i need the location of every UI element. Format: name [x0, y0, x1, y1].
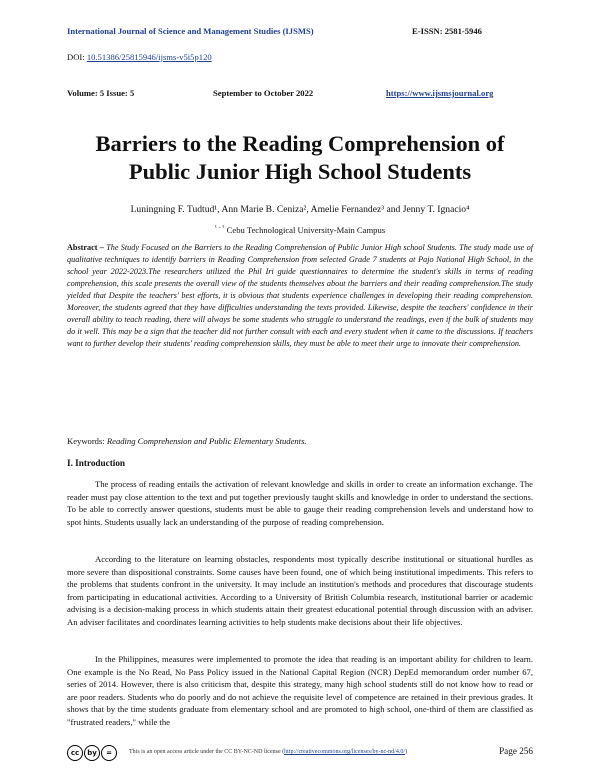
journal-name: International Journal of Science and Management Studies (IJSMS)	[67, 26, 314, 36]
affiliation	[40, 224, 560, 235]
by-icon: by	[84, 745, 100, 761]
paper-title	[40, 130, 560, 186]
doi-label: DOI:	[67, 52, 87, 62]
section-heading: I. Introduction	[67, 458, 126, 468]
volume-issue: Volume: 5 Issue: 5	[67, 88, 135, 98]
publication-period: September to October 2022	[213, 88, 314, 98]
page-footer	[67, 745, 533, 767]
license-link[interactable]: http://creativecommons.org/licenses/by-nc-nd/4.0/	[284, 749, 405, 755]
body-paragraph-3: In the Philippines, measures were implemented to promote the idea that reading is an important ability for children to learn. One example is the No Read, No Pass Policy issued in the National Capital Region (NCR) DepEd memorandum order number 67, series of 2014. However, there is also criticism that, despite this strategy, many high school students still do not know how to read or are poor readers. Students who do poorly and do not achieve the requisite level of competence are retained in their previous grades. It shows that by the time students graduate from elementary school and are promoted to high school, one-third of them are classified as "frustrated readers," while the	[67, 654, 533, 727]
cc-icon: cc	[67, 745, 83, 761]
nd-equals-icon: =	[101, 745, 117, 761]
abstract-label: Abstract –	[67, 243, 104, 252]
body-paragraph-2: According to the literature on learning obstacles, respondents most typically describe institutional or situational hurdles as more severe than dispositional constraints. Some causes have been found, one of which being institutional impediments. This refers to the problems that students confront in the university. It may include an institution's methods and procedures that discourage students from participating in educational activities. According to a University of British Columbia research, institutional barrier or academic advising is a decision-making process in which students attain their greatest educational potential through discussion with an adviser. An adviser facilitates and coordinates learning activities to help students make decisions about their life objectives.	[67, 554, 533, 627]
license-notice	[129, 749, 407, 755]
title-line-1: Barriers to the Reading Comprehension of	[95, 131, 505, 156]
license-text: This is an open access article under the CC BY-NC-ND license (	[129, 749, 285, 755]
keywords-label: Keywords:	[67, 436, 107, 446]
author-list: Luningning F. Tudtud¹, Ann Marie B. Ceniza², Amelie Fernandez³ and Jenny T. Ignacio⁴	[130, 204, 470, 215]
journal-url-link[interactable]: https://www.ijsmsjournal.org	[386, 88, 494, 98]
keywords	[67, 436, 307, 446]
keywords-text: Reading Comprehension and Public Elementary Students.	[106, 436, 307, 446]
eissn: E-ISSN: 2581-5946	[412, 26, 482, 36]
cc-license-badge	[67, 745, 117, 760]
abstract	[67, 242, 533, 350]
title-line-2: Public Junior High School Students	[128, 159, 472, 184]
affiliation-name: Cebu Technological University-Main Campus	[226, 224, 386, 235]
license-close: )	[405, 749, 407, 755]
body-paragraph-1: The process of reading entails the activation of relevant knowledge and skills in order to create an information exchange. The reader must pay close attention to the text and put together previously taught skills and knowledge in order to understand the sections. To be able to correctly answer questions, students must be able to gauge their reading comprehension levels and understand how to spot hints. Students usually lack an understanding of the purpose of reading comprehension.	[67, 479, 533, 527]
page-number: Page 256	[499, 746, 533, 756]
doi-line	[67, 52, 212, 62]
affiliation-superscript: ¹ - ⁵	[214, 224, 225, 231]
doi-link[interactable]: 10.51386/25815946/ijsms-v5i5p120	[86, 52, 212, 62]
abstract-text: The Study Focused on the Barriers to the Reading Comprehension of Public Junior High school Students. The study made use of qualitative techniques to identify barriers in Reading Comprehension from selected Grade 7 students at Pajo National High School, in the school year 2022-2023.The researchers utilized the Phil Iri guide questionnaires to determine the student's skills in terms of reading comprehension, this scale presents the overall view of the students themselves about the barriers and their reading comprehension.The study yielded that Despite the teachers' best efforts, it is obvious that students experience challenges in developing their reading comprehension. Moreover, the students agreed that they have difficulties understanding the texts provided. Likewise, despite the teachers' confidence in their overall ability to teach reading, there will always be some students who struggle to understand the readings, even if the bulk of students may do it well. This may be a sign that the teacher did not further consult with each and every student when it came to the discussions. If teachers want to further develop their students' reading comprehension skills, they must be able to meet their urge to innovate their comprehension.	[67, 243, 533, 348]
